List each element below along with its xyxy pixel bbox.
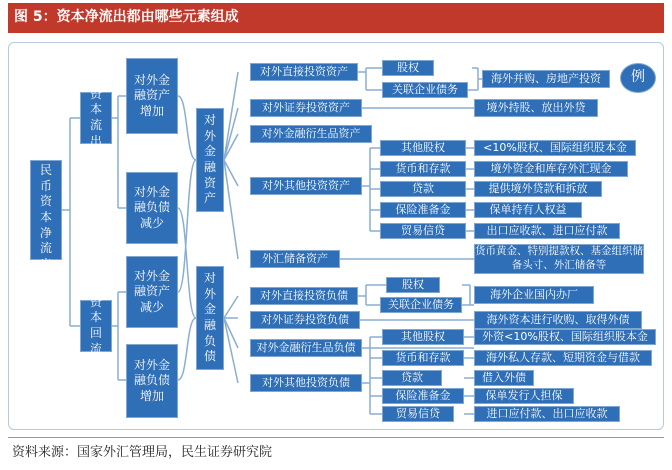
liability-example-direct: 海外企业国内办厂	[474, 286, 594, 304]
liability-portfolio-node: 对外证券投资负债	[250, 311, 360, 329]
foreign-liabilities-node: 对外金融负债	[196, 266, 224, 370]
liability-example-currency: 海外私人存款、短期资金与借款	[474, 350, 652, 366]
asset-other-trade-node: 贸易信贷	[380, 223, 466, 239]
source-note: 资料来源：国家外汇管理局，民生证券研究院	[12, 445, 273, 460]
asset-example-trade: 出口应收款、进口应付款	[474, 223, 620, 239]
asset-example-insurance: 保单持有人权益	[474, 202, 582, 218]
liability-example-equity: 外资<10%股权、国际组织股本金	[474, 329, 656, 345]
liability-example-insurance: 保单发行人担保	[474, 388, 574, 404]
outflow-node: 资本流出	[80, 92, 112, 144]
asset-reserve-node: 外汇储备资产	[250, 250, 340, 268]
inflow-node: 资本回流	[80, 300, 112, 352]
example-badge: 例	[620, 63, 656, 93]
liability-derivatives-node: 对外金融衍生品负债	[250, 339, 362, 357]
in-liability-increase-node: 对外金融负债增加	[126, 344, 178, 418]
out-liability-decrease-node: 对外金融负债减少	[126, 172, 178, 244]
foreign-assets-node: 对外金融资产	[196, 108, 224, 212]
asset-example-reserve: 货币黄金、特别提款权、基金组织储备头寸、外汇储备等	[474, 244, 644, 274]
in-asset-decrease-node: 对外金融资产减少	[126, 256, 178, 328]
asset-other-node: 对外其他投资资产	[250, 177, 362, 195]
liability-example-trade: 进口应付款、出口应收款	[474, 406, 620, 422]
asset-direct-equity-node: 股权	[382, 60, 434, 76]
liability-other-equity-node: 其他股权	[382, 329, 464, 345]
asset-example-currency: 境外资金和库存外汇现金	[474, 161, 628, 177]
liability-example-loans: 借入外债	[474, 370, 534, 386]
asset-example-equity: <10%股权、国际组织股本金	[474, 140, 636, 156]
asset-other-insurance-node: 保险准备金	[380, 202, 466, 218]
asset-other-loans-node: 贷款	[380, 181, 466, 197]
liability-example-portfolio: 海外资本进行收购、取得外债	[474, 311, 642, 329]
liability-other-insurance-node: 保险准备金	[382, 388, 464, 404]
asset-portfolio-node: 对外证券投资资产	[250, 99, 362, 117]
asset-direct-affiliate-node: 关联企业债务	[382, 82, 468, 98]
asset-other-equity-node: 其他股权	[380, 140, 466, 156]
asset-example-portfolio: 境外持股、放出外贷	[474, 99, 598, 117]
figure-title: 图 5：资本净流出都由哪些元素组成	[8, 3, 664, 31]
asset-derivatives-node: 对外金融衍生品资产	[250, 125, 372, 143]
asset-example-loans: 提供境外贷款和拆放	[474, 181, 602, 197]
liability-other-currency-node: 货币和存款	[382, 350, 464, 366]
out-asset-increase-node: 对外金融资产增加	[126, 58, 178, 134]
root-node: 人民币资本净流出	[30, 160, 62, 260]
footer-divider	[8, 437, 664, 438]
asset-example-direct: 海外并购、房地产投资	[482, 70, 610, 88]
liability-other-loans-node: 贷款	[382, 370, 442, 386]
liability-direct-affiliate-node: 关联企业债务	[380, 297, 462, 313]
liability-direct-equity-node: 股权	[386, 277, 440, 293]
liability-other-node: 对外其他投资负债	[250, 374, 362, 392]
liability-other-trade-node: 贸易信贷	[382, 406, 454, 422]
asset-direct-node: 对外直接投资资产	[250, 63, 358, 81]
asset-other-currency-node: 货币和存款	[380, 161, 466, 177]
liability-direct-node: 对外直接投资负债	[250, 287, 358, 305]
